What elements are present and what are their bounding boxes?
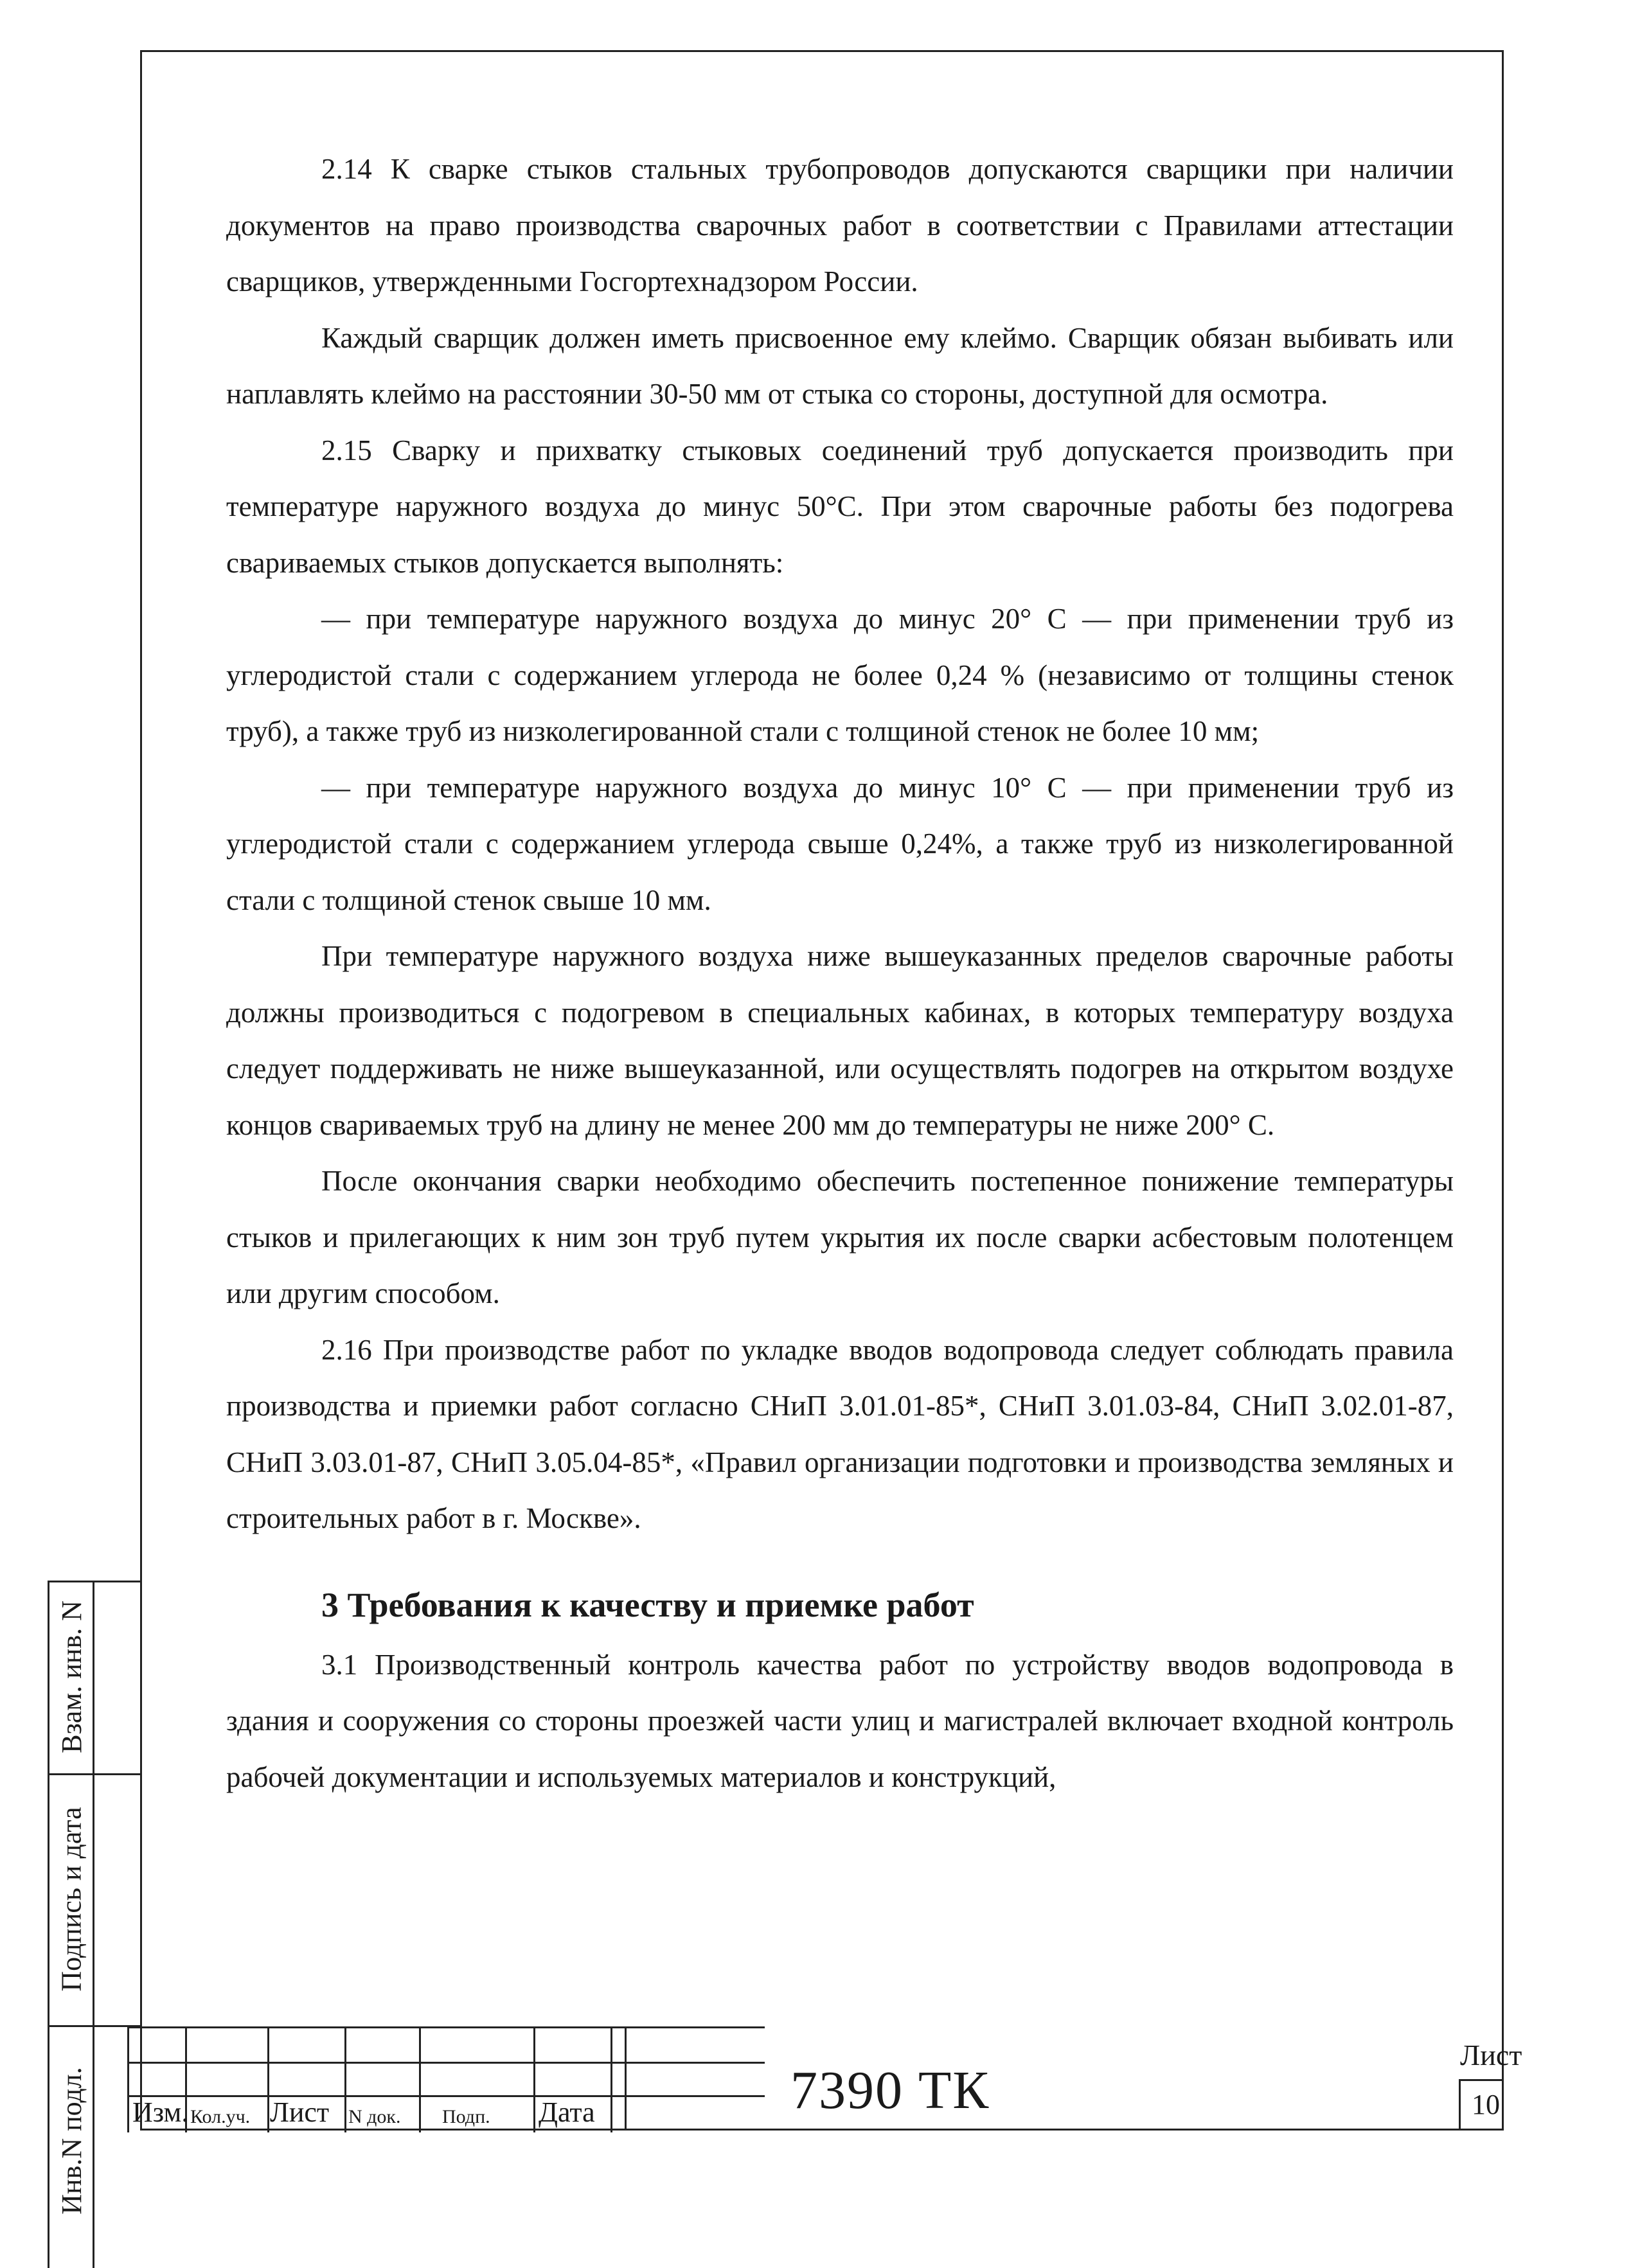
title-block-grid <box>127 2026 765 2131</box>
tb-col-2 <box>267 2028 269 2132</box>
tb-head-kol-uch: Кол.уч. <box>190 2106 251 2127</box>
paragraph-2-16: 2.16 При производстве работ по укладке вводов водопровода следует соблюдать правила производства и приемки работ согласно СНиП 3.01.01-85*, СНиП 3.01.03-84, СНиП 3.02.01-87, СНиП 3.03.01-87, СНиП 3.05.04-85*, «Правил организации подготовки и производства земляных и строительных работ в г. Москве». <box>226 1333 1454 1534</box>
paragraph-3-1: 3.1 Производственный контроль качества работ по устройству вводов водопровода в здания и сооружения со стороны проезжей части улиц и магистралей включает входной контроль рабочей документации и используемых материалов и конструкций, <box>226 1648 1454 1793</box>
side-label-podpis: Подпись и дата <box>56 1807 88 1992</box>
sheet-number: 10 <box>1472 2089 1500 2120</box>
tb-col-4 <box>419 2028 421 2132</box>
tb-col-3 <box>344 2028 346 2132</box>
side-label-vzam: Взам. инв. N <box>56 1600 87 1753</box>
section-gap <box>226 1547 1454 1573</box>
sheet-label: Лист <box>1460 2039 1522 2071</box>
tb-head-list: Лист <box>270 2096 330 2128</box>
paragraph-low-temperature: При температуре наружного воздуха ниже вышеуказанных пределов сварочные работы должны производиться с подогревом в специальных кабинах, в которых температуру воздуха следует поддерживать не ниже вышеуказанной, или осуществлять подогрев на открытом воздухе концов свариваемых труб на длину не менее 200 мм до температуры не ниже 200° С. <box>226 940 1454 1141</box>
tb-col-5 <box>533 2028 535 2132</box>
tb-head-n-dok: N док. <box>348 2106 401 2127</box>
document-code: 7390 ТК <box>790 2060 990 2120</box>
paragraph-2-15: 2.15 Сварку и прихватку стыковых соединений труб допускается производить при температуре наружного воздуха до минус 50°С. При этом сварочные работы без подогрева свариваемых стыков допускается выполнять: <box>226 434 1454 579</box>
paragraph-welder-stamp: Каждый сварщик должен иметь присвоенное ему клеймо. Сварщик обязан выбивать или наплавлять клеймо на расстоянии 30-50 мм от стыка со стороны, доступной для осмотра. <box>226 321 1454 410</box>
document-body <box>226 141 1454 1805</box>
tb-col-6 <box>611 2028 612 2132</box>
section-3-title: 3 Требования к качеству и приемке работ <box>321 1585 974 1624</box>
side-label-inv-podl: Инв.N подл. <box>56 2067 87 2215</box>
tb-head-izm: Изм. <box>132 2096 189 2128</box>
tb-head-data: Дата <box>539 2096 595 2128</box>
side-strip <box>48 1581 140 2268</box>
tb-col-0 <box>127 2028 129 2132</box>
paragraph-cooling: После окончания сварки необходимо обеспечить постепенное понижение температуры стыков и прилегающих к ним зон труб путем укрытия их после сварки асбестовым полотенцем или другим способом. <box>226 1165 1454 1309</box>
tb-row-1 <box>127 2062 765 2064</box>
list-item-minus-10: — при температуре наружного воздуха до минус 10° С — при применении труб из углеродистой стали с содержанием углерода свыше 0,24%, а также труб из низколегированной стали с толщиной стенок свыше 10 мм. <box>226 771 1454 916</box>
tb-row-2 <box>127 2095 765 2097</box>
list-item-minus-20: — при температуре наружного воздуха до минус 20° С — при применении труб из углеродистой стали с содержанием углерода не более 0,24 % (независимо от толщины стенок труб), а также труб из низколегированной стали с толщиной стенок не более 10 мм; <box>226 603 1454 747</box>
title-block-divider <box>625 2026 627 2131</box>
tb-head-podp: Подп. <box>442 2106 490 2127</box>
paragraph-2-14: 2.14 К сварке стыков стальных трубопроводов допускаются сварщики при наличии документов на право производства сварочных работ в соответствии с Правилами аттестации сварщиков, утвержденными Госгортехнадзором России. <box>226 153 1454 297</box>
